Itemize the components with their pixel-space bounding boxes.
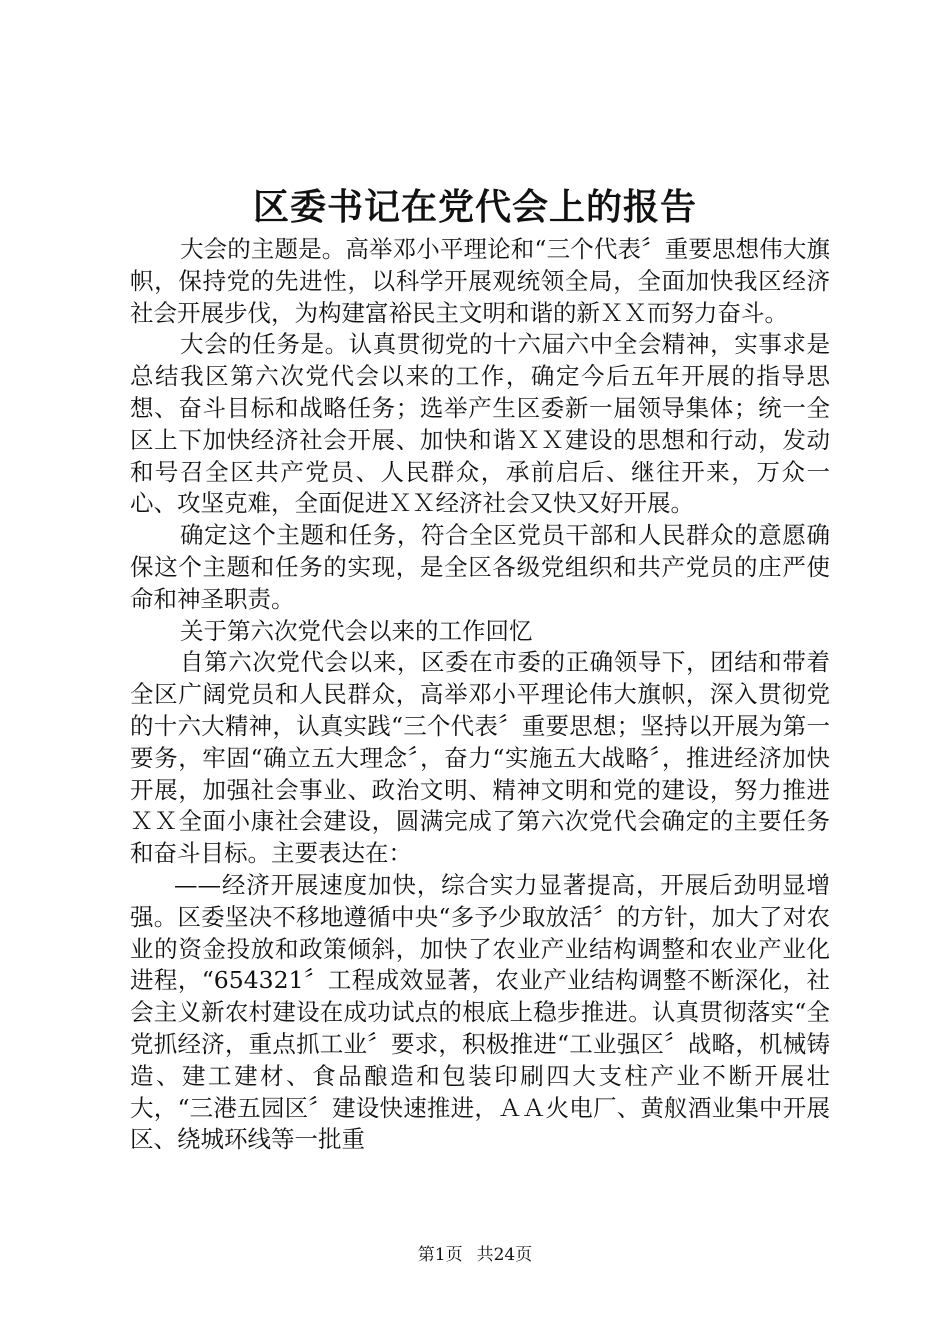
- paragraph-theme: 大会的主题是。高举邓小平理论和“三个代表〞重要思想伟大旗帜，保持党的先进性，以科学开展观统领全局，全面加快我区经济社会开展步伐，为构建富裕民主文明和谐的新ＸＸ而努力奋斗。: [130, 235, 830, 327]
- document-body: [130, 234, 830, 1156]
- paragraph-tasks: 大会的任务是。认真贯彻党的十六届六中全会精神，实事求是总结我区第六次党代会以来的工作，确定今后五年开展的指导思想、奋斗目标和战略任务；选举产生区委新一届领导集体；统一全区上下加快经济社会开展、加快和谐ＸＸ建设的思想和行动，发动和号召全区共产党员、人民群众，承前启后、继往开来，万众一心、攻坚克难，全面促进ＸＸ经济社会又快又好开展。: [130, 330, 830, 518]
- paragraph-review: 自第六次党代会以来，区委在市委的正确领导下，团结和带着全区广阔党员和人民群众，高举邓小平理论伟大旗帜，深入贯彻党的十六大精神，认真实践“三个代表〞重要思想；坚持以开展为第一要务，牢固“确立五大理念〞，奋力“实施五大战略〞，推进经济加快开展，加强社会事业、政治文明、精神文明和党的建设，努力推进ＸＸ全面小康社会建设，圆满完成了第六次党代会确定的主要任务和奋斗目标。主要表达在：: [130, 648, 830, 868]
- paragraph-economy: ——经济开展速度加快，综合实力显著提高，开展后劲明显增强。区委坚决不移地遵循中央“多予少取放活〞的方针，加大了对农业的资金投放和政策倾斜，加快了农业产业结构调整和农业产业化进程，“654321〞工程成效显著，农业产业结构调整不断深化，社会主义新农村建设在成功试点的根底上稳步推进。认真贯彻落实“全党抓经济，重点抓工业〞要求，积极推进“工业强区〞战略，机械铸造、建工建材、食品酿造和包装印刷四大支柱产业不断开展壮大，“三港五园区〞建设快速推进，ＡＡ火电厂、黄舣酒业集中开展区、绕城环线等一批重: [130, 870, 830, 1154]
- page-number: 第1页: [417, 1245, 463, 1265]
- document-title: 区委书记在党代会上的报告: [252, 186, 697, 228]
- page-footer: [0, 1243, 950, 1267]
- page-total: 共24页: [476, 1245, 533, 1265]
- paragraph-significance: 确定这个主题和任务，符合全区党员干部和人民群众的意愿确保这个主题和任务的实现，是全区各级党组织和共产党员的庄严使命和神圣职责。: [130, 521, 830, 613]
- section-heading: 关于第六次党代会以来的工作回忆: [180, 616, 533, 645]
